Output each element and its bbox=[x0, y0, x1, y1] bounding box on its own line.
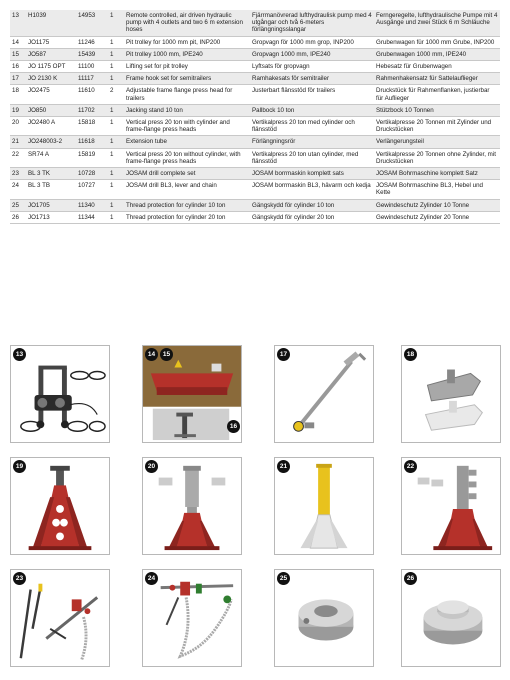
article-code-cell: BL 3 TK bbox=[26, 168, 76, 180]
product-image-drill-lever-chain bbox=[142, 569, 242, 667]
description-swedish-cell: Ramhakesats för semitrailer bbox=[250, 73, 374, 85]
description-german-cell: Grubenwagen für 1000 mm Grube, INP200 bbox=[374, 36, 500, 48]
description-english-cell: Frame hook set for semitrailers bbox=[124, 73, 250, 85]
position-cell: 16 bbox=[10, 61, 26, 73]
drill-set-illustration bbox=[11, 570, 109, 666]
description-swedish-cell: Förlängningsrör bbox=[250, 136, 374, 148]
part-number-cell: 15819 bbox=[76, 148, 108, 167]
quantity-cell: 2 bbox=[108, 85, 124, 104]
table-row bbox=[10, 211, 500, 223]
table-row bbox=[10, 168, 500, 180]
quantity-cell: 1 bbox=[108, 73, 124, 85]
part-number-cell: 10727 bbox=[76, 180, 108, 199]
description-english-cell: Extension tube bbox=[124, 136, 250, 148]
position-cell: 22 bbox=[10, 148, 26, 167]
item-badge: 17 bbox=[277, 348, 290, 361]
part-number-cell: 11702 bbox=[76, 104, 108, 116]
article-code-cell: JO 2130 K bbox=[26, 73, 76, 85]
item-badge: 18 bbox=[404, 348, 417, 361]
product-image-vertical-press-with-cylinder bbox=[142, 457, 242, 555]
table-row bbox=[10, 199, 500, 211]
item-badge: 14 bbox=[145, 348, 158, 361]
description-german-cell: Gewindeschutz Zylinder 10 Tonne bbox=[374, 199, 500, 211]
frame-hook-illustration bbox=[275, 346, 373, 442]
description-english-cell: Thread protection for cylinder 20 ton bbox=[124, 211, 250, 223]
jacking-stand-illustration bbox=[11, 458, 109, 554]
table-row bbox=[10, 104, 500, 116]
part-number-cell: 11344 bbox=[76, 211, 108, 223]
position-cell: 13 bbox=[10, 10, 26, 36]
position-cell: 19 bbox=[10, 104, 26, 116]
quantity-cell: 1 bbox=[108, 117, 124, 136]
position-cell: 25 bbox=[10, 199, 26, 211]
table-row bbox=[10, 180, 500, 199]
part-number-cell: 11610 bbox=[76, 85, 108, 104]
quantity-cell: 1 bbox=[108, 199, 124, 211]
product-image-thread-protection-10ton bbox=[274, 569, 374, 667]
description-german-cell: Ferngeregelte, lufthydraulische Pumpe mit 4 Ausgänge und zwei Stück 6 m Schläuche bbox=[374, 10, 500, 36]
table-row bbox=[10, 117, 500, 136]
description-english-cell: Adjustable frame flange press head for trailers bbox=[124, 85, 250, 104]
quantity-cell: 1 bbox=[108, 10, 124, 36]
part-number-cell: 11117 bbox=[76, 73, 108, 85]
parts-table-body bbox=[10, 10, 500, 224]
table-row bbox=[10, 61, 500, 73]
description-swedish-cell: Fjärrmanövrerad lufthydraulisk pump med 4 utgångar och två 6-meters förlängningsslangar bbox=[250, 10, 374, 36]
vertical-press-illustration bbox=[143, 458, 241, 554]
part-number-cell: 15818 bbox=[76, 117, 108, 136]
description-english-cell: Lifting set for pit trolley bbox=[124, 61, 250, 73]
part-number-cell: 10728 bbox=[76, 168, 108, 180]
item-badge: 15 bbox=[160, 348, 173, 361]
description-german-cell: JOSAM Bohrmaschine komplett Satz bbox=[374, 168, 500, 180]
part-number-cell: 11246 bbox=[76, 36, 108, 48]
description-swedish-cell: Gropvagn 1000 mm, IPE240 bbox=[250, 48, 374, 60]
part-number-cell: 11340 bbox=[76, 199, 108, 211]
description-english-cell: Vertical press 20 ton without cylinder, with frame-flange press heads bbox=[124, 148, 250, 167]
table-row bbox=[10, 48, 500, 60]
article-code-cell: SR74 A bbox=[26, 148, 76, 167]
product-image-thread-protection-20ton bbox=[401, 569, 501, 667]
part-number-cell: 11100 bbox=[76, 61, 108, 73]
product-image-frame-hook-set bbox=[274, 345, 374, 443]
table-row bbox=[10, 136, 500, 148]
item-badge: 20 bbox=[145, 460, 158, 473]
quantity-cell: 1 bbox=[108, 48, 124, 60]
article-code-cell: JO1705 bbox=[26, 199, 76, 211]
description-swedish-cell: Gängskydd för cylinder 20 ton bbox=[250, 211, 374, 223]
position-cell: 14 bbox=[10, 36, 26, 48]
description-german-cell: JOSAM Bohrmaschine BL3, Hebel und Kette bbox=[374, 180, 500, 199]
description-english-cell: Remote controlled, air driven hydraulic pump with 4 outlets and two 6 m extension hoses bbox=[124, 10, 250, 36]
hydraulic-pump-illustration bbox=[11, 346, 109, 442]
flange-press-head-illustration bbox=[402, 346, 500, 442]
position-cell: 17 bbox=[10, 73, 26, 85]
table-row bbox=[10, 85, 500, 104]
description-swedish-cell: JOSAM borrmaskin komplett sats bbox=[250, 168, 374, 180]
thread-protection-10-illustration bbox=[275, 570, 373, 666]
vertical-press-no-cylinder-illustration bbox=[402, 458, 500, 554]
quantity-cell: 1 bbox=[108, 104, 124, 116]
description-swedish-cell: Justerbart flänsstöd för trailers bbox=[250, 85, 374, 104]
product-image-drill-complete-set bbox=[10, 569, 110, 667]
thread-protection-20-illustration bbox=[402, 570, 500, 666]
description-swedish-cell: Gropvagn för 1000 mm grop, INP200 bbox=[250, 36, 374, 48]
article-code-cell: JO850 bbox=[26, 104, 76, 116]
item-badge: 26 bbox=[404, 572, 417, 585]
item-badge: 16 bbox=[227, 420, 240, 433]
article-code-cell: JO1713 bbox=[26, 211, 76, 223]
item-badge: 24 bbox=[145, 572, 158, 585]
description-english-cell: Vertical press 20 ton with cylinder and frame-flange press heads bbox=[124, 117, 250, 136]
item-badge: 19 bbox=[13, 460, 26, 473]
article-code-cell: BL 3 TB bbox=[26, 180, 76, 199]
description-swedish-cell: Gängskydd för cylinder 10 ton bbox=[250, 199, 374, 211]
description-swedish-cell: Lyftsats för gropvagn bbox=[250, 61, 374, 73]
article-code-cell: H1039 bbox=[26, 10, 76, 36]
description-english-cell: Pit trolley 1000 mm, IPE240 bbox=[124, 48, 250, 60]
product-image-pit-trolley bbox=[142, 345, 242, 443]
extension-tube-illustration bbox=[275, 458, 373, 554]
description-swedish-cell: JOSAM borrmaskin BL3, hävarm och kedja bbox=[250, 180, 374, 199]
product-image-vertical-press-without-cylinder bbox=[401, 457, 501, 555]
item-badge: 22 bbox=[404, 460, 417, 473]
quantity-cell: 1 bbox=[108, 148, 124, 167]
position-cell: 20 bbox=[10, 117, 26, 136]
product-image-hydraulic-pump bbox=[10, 345, 110, 443]
position-cell: 15 bbox=[10, 48, 26, 60]
position-cell: 26 bbox=[10, 211, 26, 223]
item-badge: 13 bbox=[13, 348, 26, 361]
product-image-flange-press-head bbox=[401, 345, 501, 443]
table-row bbox=[10, 73, 500, 85]
table-row bbox=[10, 36, 500, 48]
table-row bbox=[10, 10, 500, 36]
quantity-cell: 1 bbox=[108, 211, 124, 223]
description-german-cell: Stützbock 10 Tonnen bbox=[374, 104, 500, 116]
position-cell: 24 bbox=[10, 180, 26, 199]
description-german-cell: Gewindeschutz Zylinder 20 Tonne bbox=[374, 211, 500, 223]
item-badge: 21 bbox=[277, 460, 290, 473]
description-english-cell: JOSAM drill BL3, lever and chain bbox=[124, 180, 250, 199]
description-english-cell: Pit trolley for 1000 mm pit, INP200 bbox=[124, 36, 250, 48]
description-english-cell: JOSAM drill complete set bbox=[124, 168, 250, 180]
position-cell: 23 bbox=[10, 168, 26, 180]
description-swedish-cell: Pallbock 10 ton bbox=[250, 104, 374, 116]
article-code-cell: JO2480 A bbox=[26, 117, 76, 136]
part-number-cell: 14953 bbox=[76, 10, 108, 36]
quantity-cell: 1 bbox=[108, 36, 124, 48]
description-english-cell: Thread protection for cylinder 10 ton bbox=[124, 199, 250, 211]
quantity-cell: 1 bbox=[108, 180, 124, 199]
table-row bbox=[10, 148, 500, 167]
description-swedish-cell: Vertikalpress 20 ton med cylinder och flänsstöd bbox=[250, 117, 374, 136]
item-badge: 25 bbox=[277, 572, 290, 585]
quantity-cell: 1 bbox=[108, 168, 124, 180]
description-swedish-cell: Vertikalpress 20 ton utan cylinder, med flänsstöd bbox=[250, 148, 374, 167]
product-image-extension-tube bbox=[274, 457, 374, 555]
article-code-cell: JO248003-2 bbox=[26, 136, 76, 148]
product-image-jacking-stand bbox=[10, 457, 110, 555]
position-cell: 21 bbox=[10, 136, 26, 148]
description-german-cell: Rahmenhakensatz für Sattelauflieger bbox=[374, 73, 500, 85]
article-code-cell: JO1175 bbox=[26, 36, 76, 48]
drill-lever-chain-illustration bbox=[143, 570, 241, 666]
item-badge: 23 bbox=[13, 572, 26, 585]
article-code-cell: JO587 bbox=[26, 48, 76, 60]
article-code-cell: JO2475 bbox=[26, 85, 76, 104]
description-german-cell: Verlängerungsteil bbox=[374, 136, 500, 148]
description-english-cell: Jacking stand 10 ton bbox=[124, 104, 250, 116]
description-german-cell: Hebesatz für Grubenwagen bbox=[374, 61, 500, 73]
position-cell: 18 bbox=[10, 85, 26, 104]
quantity-cell: 1 bbox=[108, 61, 124, 73]
article-code-cell: JO 1175 OPT bbox=[26, 61, 76, 73]
quantity-cell: 1 bbox=[108, 136, 124, 148]
description-german-cell: Vertikalpresse 20 Tonnen mit Zylinder und Druckstücken bbox=[374, 117, 500, 136]
description-german-cell: Vertikalpresse 20 Tonnen ohne Zylinder, mit Druckstücken bbox=[374, 148, 500, 167]
description-german-cell: Grubenwagen 1000 mm, IPE240 bbox=[374, 48, 500, 60]
description-german-cell: Druckstück für Rahmenflanken, justierbar für Auflieger bbox=[374, 85, 500, 104]
part-number-cell: 11618 bbox=[76, 136, 108, 148]
part-number-cell: 15439 bbox=[76, 48, 108, 60]
parts-table bbox=[10, 10, 500, 224]
